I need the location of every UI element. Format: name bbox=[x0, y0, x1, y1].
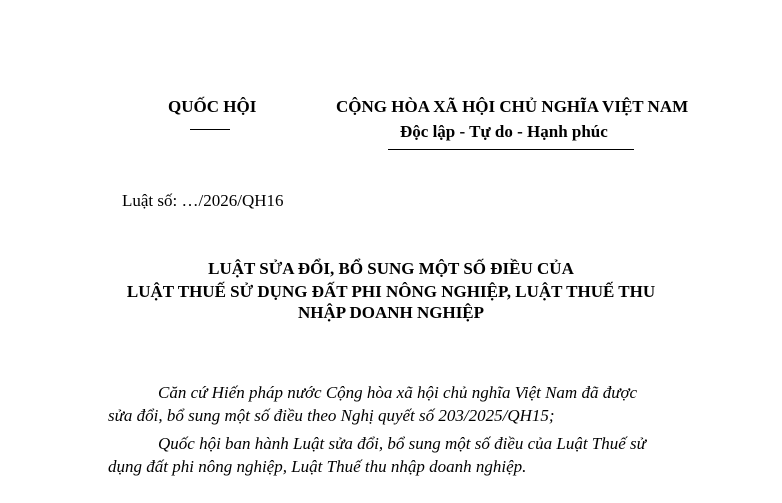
law-title-line-2: LUẬT THUẾ SỬ DỤNG ĐẤT PHI NÔNG NGHIỆP, LUẬT THUẾ THU bbox=[126, 282, 656, 301]
issuing-authority: QUỐC HỘI bbox=[168, 97, 257, 116]
preamble-paragraph-1-line-2: sửa đổi, bổ sung một số điều theo Nghị quyết số 203/2025/QH15; bbox=[108, 406, 555, 425]
law-number: Luật số: …/2026/QH16 bbox=[122, 191, 284, 210]
preamble-paragraph-2-line-2: dụng đất phi nông nghiệp, Luật Thuế thu nhập doanh nghiệp. bbox=[108, 457, 527, 476]
national-title: CỘNG HÒA XÃ HỘI CHỦ NGHĨA VIỆT NAM bbox=[336, 97, 689, 116]
preamble-paragraph-2-line-1: Quốc hội ban hành Luật sửa đổi, bổ sung một số điều của Luật Thuế sử bbox=[158, 434, 646, 453]
preamble-paragraph-1-line-1: Căn cứ Hiến pháp nước Cộng hòa xã hội chủ nghĩa Việt Nam đã được bbox=[158, 383, 638, 402]
law-title-line-3: NHẬP DOANH NGHIỆP bbox=[297, 303, 485, 322]
national-motto: Độc lập - Tự do - Hạnh phúc bbox=[400, 122, 608, 141]
authority-underline bbox=[190, 129, 230, 130]
law-title-line-1: LUẬT SỬA ĐỔI, BỔ SUNG MỘT SỐ ĐIỀU CỦA bbox=[208, 259, 574, 278]
motto-underline bbox=[388, 149, 634, 150]
